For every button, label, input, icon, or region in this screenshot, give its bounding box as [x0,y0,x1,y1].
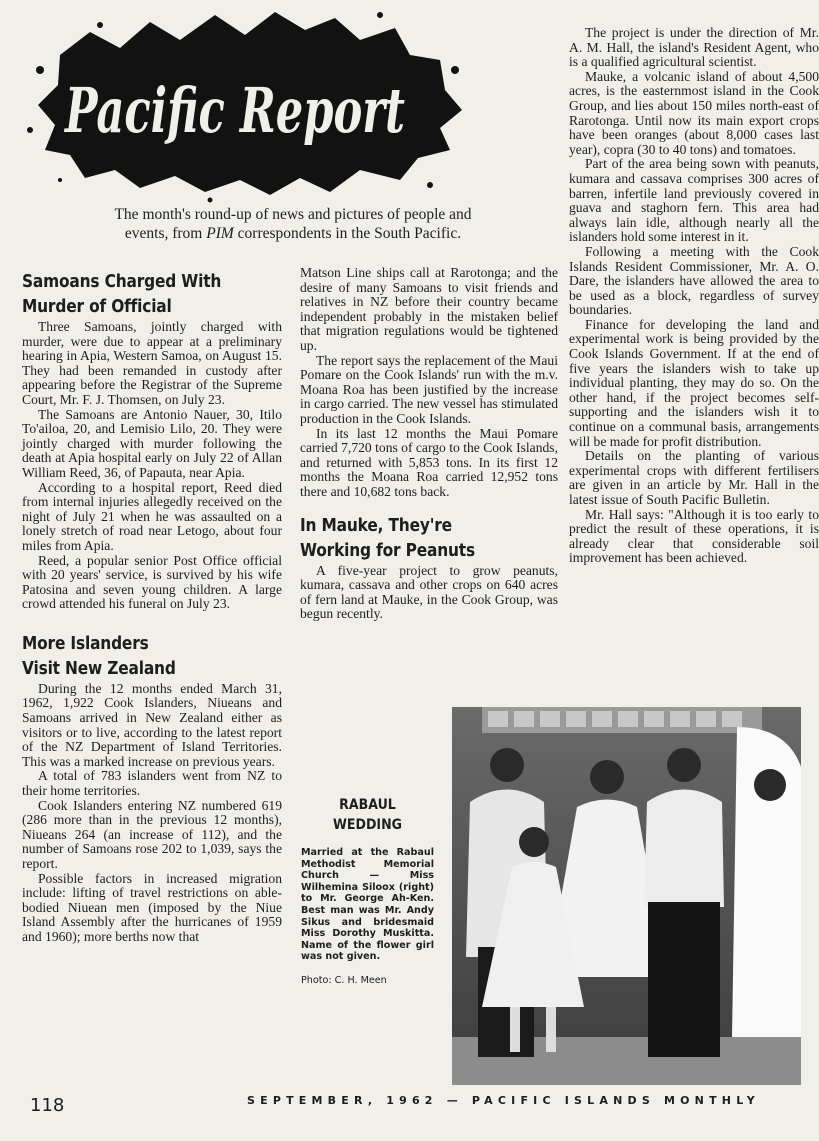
article-mauke [300,514,558,622]
photo-caption [301,795,434,987]
article-body-continued [569,26,819,566]
article-heading: In Mauke, They're Working for Peanuts [300,515,475,561]
intro [28,205,558,243]
article-heading: Samoans Charged With Murder of Official [22,272,222,317]
paragraph: Part of the area being sown with peanuts, kumara and cassava comprises 300 acres of barren, infertile land previously covered in guava and staghorn fern. This area had always lain idle, although nearly all the islanders hold some interest in it. [569,156,819,245]
wedding-photo-image [452,707,801,1085]
paragraph: The project is under the direction of Mr. A. M. Hall, the island's Resident Agent, who is a qualified agricultural scientist. [569,25,819,70]
footer-publication-line: SEPTEMBER, 1962 — PACIFIC ISLANDS MONTHLY [247,1094,760,1107]
paragraph: Details on the planting of various experimental crops with different fertilisers are given in an article by Mr. Hall in the latest issue of South Pacific Bulletin. [569,448,819,507]
article-body [300,564,558,622]
photo-credit: Photo: C. H. Meen [301,974,387,986]
column-2 [300,266,558,622]
article-heading: More Islanders Visit New Zealand [22,633,176,679]
paragraph: During the 12 months ended March 31, 1962, 1,922 Cook Islanders, Niueans and Samoans arrived in New Zealand either as visitors or to live, according to the latest report of the NZ Department of Island Territories. This was a marked increase on previous years. [22,680,282,769]
wedding-photo [452,707,801,1085]
article-body [22,320,282,612]
page-number: 118 [30,1095,65,1116]
column-1 [22,270,282,945]
masthead-title: Pacific Report [63,74,406,147]
caption-text: Married at the Rabaul Methodist Memorial Church — Miss Wilhemina Siloox (right) to Mr. George Ah-Ken. Best man was Mr. Andy Sikus and bridesmaid Miss Dorothy Muskitta. Name of the flower girl was not given. [301,847,434,963]
intro-line-2: events, from PIM correspondents in the South Pacific. [124,225,462,242]
paragraph: Finance for developing the land and experimental work is being provided by the Cook Islands Government. If at the end of five years the islanders wish to take up individual planting, they may do so. On the other hand, if the project becomes self-supporting and the islanders wish it to continue on a communal basis, arrangements will be made for profit distribution. [569,316,819,449]
column-3 [569,25,819,566]
masthead [0,0,470,200]
paragraph: Possible factors in increased migration include: lifting of travel restrictions on able-bodied Niuean men (imposed by the Niue Island Assembly after the hurricanes of 1959 and 1960); more berths now that [22,870,282,944]
article-samoans [22,270,282,612]
paragraph: Mauke, a volcanic island of about 4,500 acres, is the easternmost island in the Cook Group, and lies about 150 miles north-east of Rarotonga. Until now its main export crops have been oranges (about 8,000 cases last year), copra (30 to 40 tons) and tomatoes. [569,68,819,157]
paragraph: A five-year project to grow peanuts, kumara, cassava and other crops on 640 acres of fern land at Mauke, in the Cook Group, was begun recently. [300,562,558,622]
article-islanders [22,632,282,945]
paragraph: A total of 783 islanders went from NZ to their home territories. [22,768,282,799]
paragraph: The Samoans are Antonio Nauer, 30, Itilo To'ailoa, 20, and Lemisio Lilo, 20. They were jointly charged with murder following the death at Apia hospital early on July 22 of Allan William Reed, 36, of Papauta, near Apia. [22,406,282,480]
paragraph: Cook Islanders entering NZ numbered 619 (286 more than in the previous 12 months), Niueans 264 (an increase of 112), and the number of Samoans rose 202 to 1,039, says the report. [22,797,282,871]
paragraph: Reed, a popular senior Post Office official with 20 years' service, is survived by his wife Patosina and seven young children. A large crowd attended his funeral on July 23. [22,552,282,612]
paragraph: According to a hospital report, Reed died from internal injuries allegedly received on the night of July 21 when he was assaulted on a lonely stretch of road near Letogo, about four miles from Apia. [22,479,282,553]
paragraph: Three Samoans, jointly charged with murder, were due to appear at a preliminary hearing in Apia, Western Samoa, on August 15. They had been remanded in custody after appearing before the Registrar of the Supreme Court, Mr. F. J. Thomsen, on July 23. [22,319,282,407]
article-body-continued [300,266,558,500]
intro-line-1: The month's round-up of news and pictures of people and [114,206,472,223]
paragraph: The report says the replacement of the Maui Pomare on the Cook Islands' run with the m.v. Moana Roa has been justified by the increase in cargo carried. The new vessel has stimulated production in the Cook Islands. [300,352,558,426]
paragraph: Mr. Hall says: "Although it is too early to predict the result of these operations, it is already clear that considerable soil improvement has been achieved. [569,506,819,566]
masthead-splash [0,0,470,200]
paragraph: Matson Line ships call at Rarotonga; and the desire of many Samoans to visit friends and relatives in NZ before their country became independent probably in the mistaken belief that migration regulations would be tightened up. [300,265,558,353]
photo-heading: RABAUL WEDDING [332,797,402,833]
article-body [22,682,282,945]
paragraph: In its last 12 months the Maui Pomare carried 7,720 tons of cargo to the Cook Islands, and returned with 5,853 tons. In its first 12 months the Moana Roa carried 12,952 tons there and 10,682 tons back. [300,425,558,499]
paragraph: Following a meeting with the Cook Islands Resident Commissioner, Mr. A. O. Dare, the islanders have allowed the area to be used as a block, regardless of survey boundaries. [569,243,819,318]
